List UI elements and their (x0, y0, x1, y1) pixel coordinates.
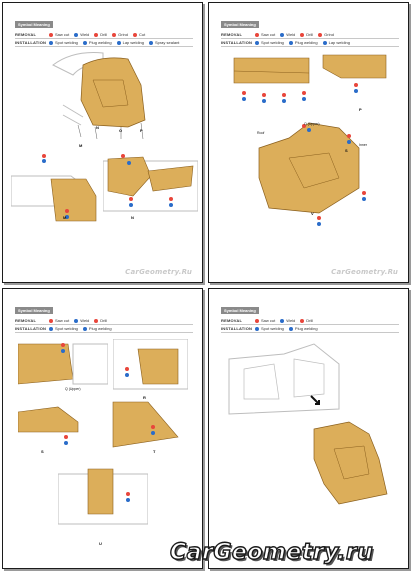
manual-page-1 (2, 2, 203, 283)
spot-weld-icon (49, 327, 53, 331)
saw-cut-icon (255, 33, 259, 37)
cut-icon (133, 33, 137, 37)
callout-o: O (119, 128, 123, 133)
spot-weld-icon (255, 41, 259, 45)
spot-weld-icon (255, 327, 259, 331)
detail-p-label: P (359, 107, 362, 112)
saw-cut-icon (49, 319, 53, 323)
detail-u-label: U (99, 541, 102, 546)
detail-u-diagram (58, 464, 148, 534)
drill-icon (94, 33, 98, 37)
drill-icon (300, 33, 304, 37)
quarter-inner-diagram (249, 118, 379, 228)
sealant-icon (149, 41, 153, 45)
callout-v: V (311, 211, 314, 216)
symbol-legend (15, 13, 193, 47)
weld-icon (74, 33, 78, 37)
legend-row-installation: INSTALLATION Spot welding Plug welding Lap welding Spray sealant (15, 39, 193, 47)
note-upper: Q (Upper) (65, 387, 81, 391)
lap-weld-icon (323, 41, 327, 45)
grind-icon (112, 33, 116, 37)
symbol-legend: Symbol Meaning REMOVAL Saw cut Weld Drill INSTALLATION Spot welding Plug welding (15, 299, 193, 333)
saw-cut-icon (255, 319, 259, 323)
note-upper: O (Upper) (304, 122, 320, 126)
callout-m: M (79, 143, 83, 148)
weld-icon (74, 319, 78, 323)
symbol-legend: Symbol Meaning REMOVAL Saw cut Weld Drill INSTALLATION Spot welding Plug welding (221, 299, 399, 333)
lap-weld-icon (117, 41, 121, 45)
grind-icon (318, 33, 322, 37)
detail-s-diagram (18, 397, 103, 447)
body-side-ghost-diagram (224, 339, 344, 419)
drill-icon (94, 319, 98, 323)
detail-n-diagram (103, 151, 198, 231)
weld-icon (280, 33, 284, 37)
main-watermark: CarGeometry.ru (170, 540, 374, 565)
weld-icon (280, 319, 284, 323)
note-inner: Inner (359, 143, 367, 147)
detail-m-label: M (63, 215, 67, 220)
watermark: CarGeometry.Ru (331, 268, 398, 276)
callout-p: P (140, 128, 143, 133)
detail-m-diagram (11, 151, 103, 231)
callout-n: N (96, 125, 99, 130)
plug-weld-icon (83, 41, 87, 45)
plug-weld-icon (83, 327, 87, 331)
note-roof: Roof (257, 131, 265, 135)
arrow-icon (309, 394, 323, 408)
detail-t-diagram (108, 397, 193, 452)
saw-cut-icon (49, 33, 53, 37)
detail-o-diagram (229, 53, 314, 108)
legend-title: Symbol Meaning (15, 21, 53, 28)
manual-page-3 (2, 288, 203, 569)
legend-row-removal: REMOVAL Saw cut Weld Drill Grind Cut (15, 31, 193, 39)
manual-page-2 (208, 2, 409, 283)
detail-n-label: N (131, 215, 134, 220)
drill-icon (300, 319, 304, 323)
manual-page-4 (208, 288, 409, 569)
detail-t-label: T (153, 449, 156, 454)
symbol-legend: Symbol Meaning REMOVAL Saw cut Weld Drill Grind INSTALLATION Spot welding Plug welding Lap welding (221, 13, 399, 47)
spot-weld-icon (49, 41, 53, 45)
detail-q-diagram (18, 339, 108, 394)
detail-r-diagram (113, 339, 188, 394)
detail-s-label: S (41, 449, 44, 454)
callout-s: S (345, 148, 348, 153)
detail-p-diagram (321, 53, 391, 103)
new-quarter-panel-diagram (309, 414, 394, 509)
plug-weld-icon (289, 41, 293, 45)
plug-weld-icon (289, 327, 293, 331)
quarter-panel-diagram (33, 45, 173, 145)
detail-r-label: R (143, 395, 146, 400)
watermark: CarGeometry.Ru (125, 268, 192, 276)
